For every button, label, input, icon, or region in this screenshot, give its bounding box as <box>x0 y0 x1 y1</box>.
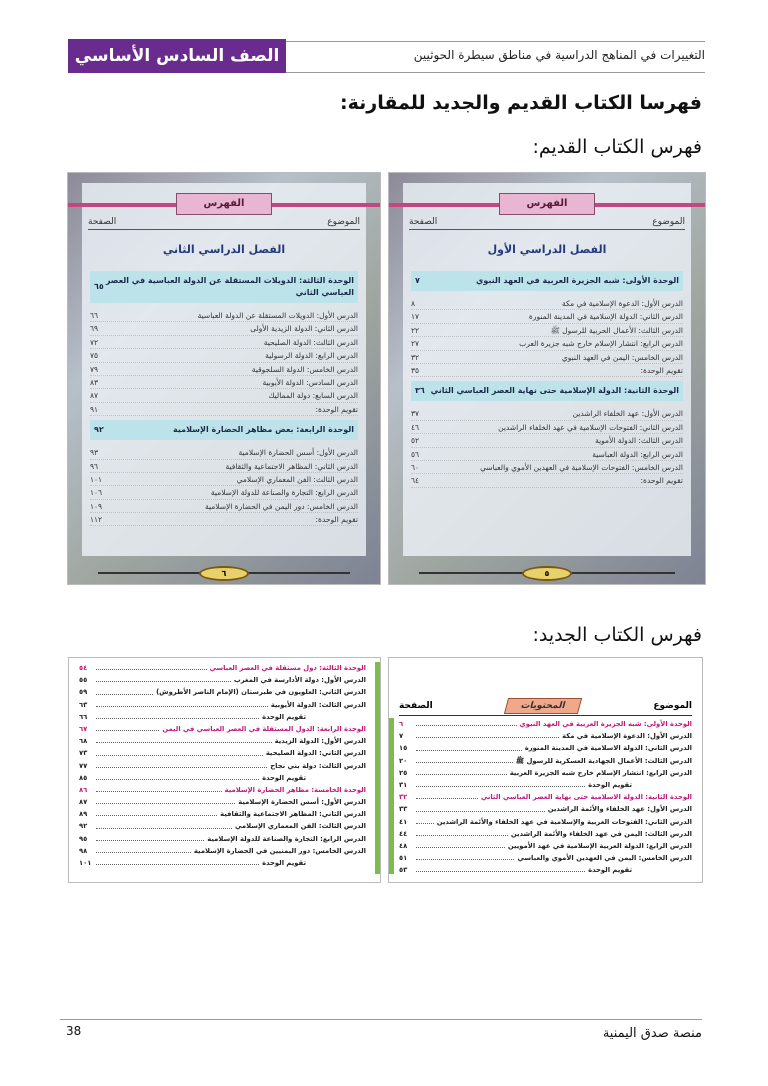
toc-entry-page: ٣٦ <box>415 386 425 396</box>
toc-entry-title: تقويم الوحدة <box>262 859 306 867</box>
toc-entry-title: الدرس الأول: أسس الحضارة الإسلامية <box>238 798 366 807</box>
toc-lesson-row <box>411 434 683 447</box>
toc-entry-title: الوحدة الأولى: شبه الجزيرة العربية في العهد النبوي <box>519 720 692 728</box>
toc-entry-title: الوحدة الرابعة: الدول المستقلة في العصر العباسي في اليمن <box>162 724 366 733</box>
new-index-page-1 <box>388 657 703 883</box>
toc-entry-title: الدرس الأول: عهد الخلفاء الراشدين <box>572 409 683 419</box>
dot-leader <box>416 816 434 824</box>
toc-lesson-row <box>79 796 366 808</box>
dot-leader <box>416 767 507 775</box>
toc-entry-title: الدرس الأول: الدعوة الإسلامية في مكة <box>562 299 683 308</box>
toc-lesson-row <box>90 349 358 362</box>
dot-leader <box>96 772 259 780</box>
document-subtitle: التغييرات في المناهج الدراسية في مناطق سيطرة الحوثيين <box>413 48 705 62</box>
toc-entry-page: ١٠٦ <box>90 488 103 498</box>
toc-unit-row <box>399 791 692 803</box>
dot-leader <box>96 723 159 731</box>
toc-lesson-row <box>79 857 366 869</box>
toc-lesson-row <box>90 446 358 459</box>
toc-lesson-row <box>399 730 692 742</box>
toc-lesson-row <box>399 840 692 852</box>
dot-leader <box>96 747 263 755</box>
column-topic: الموضوع <box>327 217 360 227</box>
toc-entry-title: الدرس الخامس: اليمن في العهدين الأموي والعباسي <box>517 854 692 863</box>
toc-entry-page: ٩٢ <box>79 822 88 831</box>
dot-leader <box>96 845 191 853</box>
toc-entry-title: تقويم الوحدة: <box>315 404 358 414</box>
toc-entry-page: ٨٩ <box>79 810 88 819</box>
toc-entry-page: ٩٣ <box>90 448 99 458</box>
toc-entry-title: الوحدة الخامسة: مظاهر الحضارة الإسلامية <box>224 785 366 794</box>
toc-entry-title: تقويم الوحدة <box>262 712 306 721</box>
toc-list <box>411 267 683 488</box>
dot-leader <box>96 820 232 828</box>
toc-entry-title: الدرس الأول: الدولة الزيدية <box>274 737 366 746</box>
toc-entry-title: الدرس الثاني: الدولة الإسلامية في المدينة المنورة <box>528 312 683 322</box>
toc-lesson-row <box>411 310 683 323</box>
toc-unit-row <box>79 723 366 735</box>
toc-entry-title: الدرس الرابع: انتشار الإسلام خارج شبه الجزيرة العربية <box>509 768 692 777</box>
toc-entry-page: ٥٣ <box>399 866 408 875</box>
toc-list <box>90 267 358 526</box>
header-rule-bottom <box>285 72 705 73</box>
toc-unit-row <box>90 271 358 303</box>
toc-lesson-row <box>79 845 366 857</box>
toc-entry-title: الدرس الخامس: دور اليمنيين في الحضارة الإسلامية <box>193 846 366 855</box>
toc-entry-page: ٥٤ <box>79 664 88 672</box>
column-page: الصفحة <box>88 217 117 227</box>
toc-entry-page: ٦٣ <box>79 700 88 709</box>
toc-lesson-row <box>79 711 366 723</box>
toc-entry-title: الدرس الأول: أسس الحضارة الإسلامية <box>238 448 358 458</box>
toc-entry-title: الدرس الرابع: التجارة والصناعة للدولة الإسلامية <box>207 834 366 843</box>
toc-entry-page: ٧٢ <box>90 337 99 347</box>
semester-title: الفصل الدراسي الثاني <box>162 243 286 256</box>
toc-entry-title: الدرس الأول: الدويلات المستقلة عن الدولة العباسية <box>197 311 358 320</box>
toc-entry-title: تقويم الوحدة <box>588 866 632 875</box>
dot-leader <box>96 735 272 743</box>
dot-leader <box>416 852 514 860</box>
toc-entry-page: ٨٥ <box>79 773 88 782</box>
toc-entry-page: ٣٧ <box>411 409 420 419</box>
dot-leader <box>96 686 153 694</box>
toc-lesson-row <box>411 337 683 350</box>
toc-lesson-row <box>90 513 358 526</box>
dot-leader <box>416 742 522 750</box>
toc-lesson-row <box>79 686 366 698</box>
toc-entry-page: ٤١ <box>399 817 408 826</box>
toc-lesson-row <box>399 767 692 779</box>
toc-lesson-row <box>399 742 692 754</box>
toc-entry-page: ١٧ <box>411 312 420 322</box>
toc-lesson-row <box>90 389 358 402</box>
dot-leader <box>96 711 259 719</box>
toc-entry-title: الدرس الثالث: الفن المعماري الإسلامي <box>235 822 366 831</box>
toc-entry-title: تقويم الوحدة: <box>315 515 358 525</box>
toc-entry-title: الدرس الثاني: العلويون في طبرستان (الإمام الناصر الأطروش) <box>156 688 366 697</box>
toc-entry-title: الدرس الخامس: دور اليمن في الحضارة الإسلامية <box>204 501 358 511</box>
toc-entry-page: ٨٧ <box>79 798 88 807</box>
toc-entry-title: الدرس الثالث: الدولة الأموية <box>595 436 683 446</box>
toc-entry-title: الدرس الرابع: الدولة العربية الإسلامية في عهد الأمويين <box>507 841 692 850</box>
toc-entry-page: ٤٤ <box>399 829 408 838</box>
toc-entry-page: ١٠١ <box>90 474 103 484</box>
toc-lesson-row <box>90 486 358 499</box>
toc-entry-title: تقويم الوحدة: <box>640 365 683 375</box>
toc-lesson-row <box>79 760 366 772</box>
toc-entry-page: ٤٦ <box>411 422 420 432</box>
toc-entry-page: ٧٣ <box>79 749 88 758</box>
toc-entry-title: الدرس الأول: دولة الأدارسة في المغرب <box>233 676 366 685</box>
toc-entry-page: ٥٦ <box>411 449 420 459</box>
toc-entry-page: ٣١ <box>399 780 408 789</box>
semester-title: الفصل الدراسي الأول <box>487 243 607 256</box>
dot-leader <box>96 784 222 792</box>
toc-lesson-row <box>411 461 683 474</box>
toc-entry-page: ٦٨ <box>79 737 88 746</box>
toc-lesson-row <box>399 803 692 815</box>
toc-entry-title: الدرس الثاني: الفتوحات الإسلامية في عهد الخلفاء الراشدين <box>498 422 683 432</box>
toc-entry-title: الدرس الثاني: الدولة الصليحية <box>265 749 366 758</box>
toc-unit-row <box>399 718 692 730</box>
dot-leader <box>416 864 585 872</box>
toc-lesson-row <box>399 852 692 864</box>
toc-lesson-row <box>90 500 358 513</box>
toc-entry-page: ٣٣ <box>399 805 408 814</box>
toc-entry-page: ١١٢ <box>90 515 103 525</box>
dot-leader <box>416 779 585 787</box>
new-book-heading: فهرس الكتاب الجديد: <box>532 624 702 646</box>
toc-entry-title: الدرس الثالث: دولة بني نجاح <box>270 761 366 770</box>
dot-leader <box>416 840 505 848</box>
column-topic: الموضوع <box>653 700 692 711</box>
dot-leader <box>416 791 478 799</box>
toc-lesson-row <box>411 421 683 434</box>
toc-entry-page: ٨٣ <box>90 377 99 387</box>
toc-entry-page: ٦٤ <box>411 476 420 486</box>
toc-entry-page: ٥٥ <box>79 676 88 685</box>
toc-entry-page: ٧٧ <box>79 761 88 770</box>
toc-entry-title: الدرس الخامس: الفتوحات الإسلامية في العهدين الأموي والعباسي <box>480 462 683 472</box>
toc-entry-page: ٣٥ <box>411 365 420 375</box>
footer-page-number: 38 <box>66 1024 82 1038</box>
toc-lesson-row <box>399 828 692 840</box>
toc-entry-page: ١٥ <box>399 744 408 753</box>
toc-entry-page: ٩٨ <box>79 846 88 855</box>
dot-leader <box>96 796 235 804</box>
toc-lesson-row <box>79 772 366 784</box>
toc-entry-title: الدرس السادس: الدولة الأيوبية <box>262 377 358 387</box>
dot-leader <box>96 808 217 816</box>
toc-entry-page: ٥٢ <box>411 436 420 446</box>
toc-list <box>79 662 366 869</box>
toc-unit-row <box>411 271 683 291</box>
dot-leader <box>416 718 517 726</box>
toc-entry-page: ١٠١ <box>79 859 92 867</box>
toc-lesson-row <box>79 735 366 747</box>
index-title-tab: الفهرس <box>499 193 595 215</box>
dot-leader <box>96 674 231 682</box>
toc-entry-page: ٦٥ <box>94 282 104 291</box>
toc-lesson-row <box>411 297 683 310</box>
toc-entry-title: الوحدة الثانية: الدولة الإسلامية حتى نهاية العصر العباسي الثاني <box>430 386 679 396</box>
toc-lesson-row <box>90 473 358 486</box>
toc-entry-title: الدرس الرابع: انتشار الإسلام خارج شبه جزيرة العرب <box>519 339 683 349</box>
toc-entry-title: الدرس الثاني: المظاهر الاجتماعية والثقافية <box>220 810 366 819</box>
dot-leader <box>416 828 508 836</box>
toc-entry-page: ٢٠ <box>399 756 408 765</box>
toc-entry-page: ٦٩ <box>90 324 99 334</box>
toc-entry-title: الدرس الثاني: الفتوحات العربية والإسلامية في عهد الخلفاء والأئمة الراشدين <box>436 817 692 826</box>
toc-entry-title: تقويم الوحدة <box>588 780 632 789</box>
toc-list <box>399 718 692 876</box>
toc-entry-title: الدرس الثالث: الأعمال الجهادية العسكرية للرسول ﷺ <box>515 756 692 765</box>
toc-lesson-row <box>90 363 358 376</box>
toc-entry-page: ٦٦ <box>90 311 99 320</box>
toc-lesson-row <box>90 403 358 416</box>
dot-leader <box>96 699 268 707</box>
dot-leader <box>96 662 207 670</box>
toc-entry-title: تقويم الوحدة <box>262 773 306 782</box>
toc-entry-page: ٢٢ <box>411 325 420 335</box>
toc-unit-row <box>79 662 366 674</box>
toc-lesson-row <box>79 820 366 832</box>
toc-entry-page: ٣٢ <box>399 793 408 802</box>
toc-lesson-row <box>411 448 683 461</box>
toc-entry-title: الوحدة الثالثة: الدويلات المستقلة عن الدولة العباسية في العصر العباسي الثاني <box>105 276 354 297</box>
toc-entry-title: الدرس الأول: الدعوة الإسلامية في مكة <box>562 732 692 741</box>
toc-entry-page: ٥٩ <box>79 688 88 697</box>
toc-entry-title: الدرس الثالث: اليمن في عهد الخلفاء والأئمة الراشدين <box>510 829 692 838</box>
toc-lesson-row <box>90 336 358 349</box>
toc-unit-row <box>79 784 366 796</box>
toc-entry-title: الدرس الثالث: الدولة الأيوبية <box>270 700 366 709</box>
toc-entry-page: ٧ <box>399 732 404 741</box>
toc-entry-title: الوحدة الثانية: الدولة الاسلامية حتى نهاية العصر العباسي الثاني <box>480 793 692 802</box>
toc-entry-page: ٩٥ <box>79 834 88 843</box>
toc-lesson-row <box>399 755 692 767</box>
toc-entry-title: الدرس الثاني: الدولة الاسلامية في المدينة المنورة <box>524 744 692 753</box>
toc-lesson-row <box>79 747 366 759</box>
page-number-badge: ٦ <box>199 566 249 581</box>
dot-leader <box>96 833 204 841</box>
toc-unit-row <box>90 420 358 440</box>
dot-leader <box>96 857 259 865</box>
new-index-page-2 <box>68 657 381 883</box>
toc-entry-title: الدرس الثالث: الأعمال الحربية للرسول ﷺ <box>550 325 683 335</box>
header-rule-top <box>285 41 705 42</box>
toc-entry-page: ٧ <box>415 276 420 285</box>
toc-entry-page: ٨ <box>411 299 416 308</box>
old-book-heading: فهرس الكتاب القديم: <box>532 136 702 158</box>
index-title-tab: الفهرس <box>176 193 272 215</box>
old-index-page-semester2 <box>67 172 381 585</box>
toc-entry-title: الوحدة الأولى: شبه الجزيرة العربية في العهد النبوي <box>476 276 679 285</box>
toc-entry-title: الدرس الخامس: اليمن في العهد النبوي <box>561 352 683 362</box>
toc-entry-page: ٦٠ <box>411 462 420 472</box>
toc-entry-title: الوحدة الثالثة: دول مستقلة في العصر العباسي <box>209 664 366 672</box>
dot-leader <box>416 730 559 738</box>
contents-tab: المحتويات <box>504 698 582 714</box>
dot-leader <box>416 755 513 763</box>
toc-lesson-row <box>79 674 366 686</box>
toc-entry-title: الدرس الأول: عهد الخلفاء والأئمة الراشدين <box>547 805 692 814</box>
column-topic: الموضوع <box>652 217 685 227</box>
toc-entry-title: الدرس الثاني: الدولة الزيدية الأولى <box>250 324 358 334</box>
toc-lesson-row <box>79 833 366 845</box>
toc-lesson-row <box>90 460 358 473</box>
toc-entry-title: الدرس الرابع: الدولة العباسية <box>592 449 683 459</box>
toc-lesson-row <box>90 322 358 335</box>
dot-leader <box>96 760 267 768</box>
toc-entry-title: تقويم الوحدة: <box>640 476 683 486</box>
toc-entry-page: ٣٢ <box>411 352 420 362</box>
toc-entry-page: ٦ <box>399 720 404 728</box>
section-heading: فهرسا الكتاب القديم والجديد للمقارنة: <box>340 92 702 114</box>
footer-platform: منصة صدق اليمنية <box>602 1026 702 1041</box>
toc-unit-row <box>411 381 683 401</box>
toc-entry-page: ٨٧ <box>90 391 99 401</box>
toc-lesson-row <box>411 474 683 487</box>
toc-entry-title: الدرس السابع: دولة المماليك <box>268 391 358 401</box>
column-page: الصفحة <box>399 700 433 711</box>
column-page: الصفحة <box>409 217 438 227</box>
toc-entry-title: الوحدة الرابعة: بعض مظاهر الحضارة الإسلامية <box>173 425 354 435</box>
toc-lesson-row <box>411 407 683 420</box>
toc-entry-page: ٧٥ <box>90 351 99 361</box>
toc-entry-page: ٥١ <box>399 854 408 863</box>
toc-entry-page: ٤٨ <box>399 841 408 850</box>
toc-lesson-row <box>411 324 683 337</box>
grade-badge: الصف السادس الأساسي <box>68 39 286 73</box>
toc-lesson-row <box>399 864 692 876</box>
toc-entry-page: ١٠٩ <box>90 501 103 511</box>
toc-entry-page: ٢٧ <box>411 339 420 349</box>
toc-lesson-row <box>399 816 692 828</box>
toc-entry-title: الدرس الرابع: التجارة والصناعة للدولة الإسلامية <box>210 488 358 498</box>
toc-entry-page: ٩٦ <box>90 461 99 471</box>
toc-entry-page: ٦٧ <box>79 724 88 733</box>
toc-entry-page: ٢٥ <box>399 768 408 777</box>
toc-entry-page: ٩٢ <box>94 425 104 435</box>
dot-leader <box>416 803 545 811</box>
footer-rule <box>60 1019 702 1020</box>
toc-entry-title: الدرس الثالث: الدولة الصليحية <box>263 337 358 347</box>
toc-lesson-row <box>411 351 683 364</box>
toc-lesson-row <box>399 779 692 791</box>
toc-entry-title: الدرس الرابع: الدولة الرسولية <box>265 351 358 361</box>
toc-lesson-row <box>90 376 358 389</box>
toc-entry-title: الدرس الثاني: المظاهر الاجتماعية والثقافية <box>225 461 358 471</box>
toc-entry-title: الدرس الثالث: الفن المعماري الإسلامي <box>236 474 358 484</box>
toc-entry-page: ٨٦ <box>79 785 88 794</box>
toc-lesson-row <box>90 309 358 322</box>
old-index-page-semester1 <box>388 172 706 585</box>
toc-entry-page: ٧٩ <box>90 364 99 374</box>
page-number-badge: ٥ <box>522 566 572 581</box>
toc-lesson-row <box>79 699 366 711</box>
toc-entry-title: الدرس الخامس: الدولة السلجوقية <box>251 364 358 374</box>
toc-entry-page: ٩١ <box>90 404 99 414</box>
toc-lesson-row <box>411 364 683 377</box>
toc-lesson-row <box>79 808 366 820</box>
toc-entry-page: ٦٦ <box>79 712 88 721</box>
